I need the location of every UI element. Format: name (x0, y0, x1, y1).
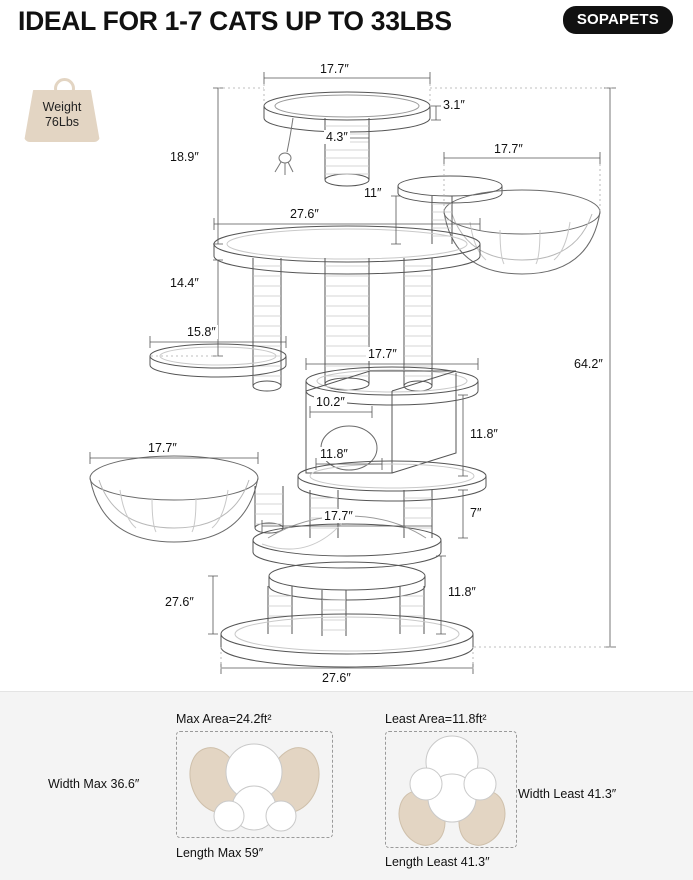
dim-post-segment-height: 11″ (364, 186, 382, 200)
least-length-label: Length Least 41.3″ (385, 855, 490, 869)
dim-total-height: 64.2″ (574, 357, 603, 371)
dim-side-shelf-width: 15.8″ (187, 325, 216, 339)
least-area-label: Least Area=11.8ft² (385, 712, 487, 726)
dim-condo-opening: 11.8″ (320, 447, 348, 461)
weight-tag-line2: 76Lbs (44, 115, 80, 129)
dim-lower-shelf-height: 7″ (470, 506, 482, 520)
dim-condo-width: 10.2″ (316, 395, 345, 409)
max-footprint-box (176, 731, 333, 838)
least-width-label: Width Least 41.3″ (518, 787, 617, 801)
dim-hammock-width: 17.7″ (494, 142, 523, 156)
dim-base-clearance-height: 27.6″ (165, 595, 194, 609)
dim-top-platform-width: 17.7″ (320, 62, 349, 76)
least-footprint-shapes (386, 732, 516, 847)
brand-badge: SOPAPETS (563, 6, 673, 34)
max-area-label: Max Area=24.2ft² (176, 712, 272, 726)
dim-large-platform-width: 27.6″ (290, 207, 319, 221)
max-width-label: Width Max 36.6″ (48, 777, 140, 791)
dim-base-post-height: 11.8″ (448, 585, 476, 599)
dim-top-platform-thickness: 3.1″ (443, 98, 465, 112)
dim-condo-height: 11.8″ (470, 427, 498, 441)
cat-tree-drawing (0, 46, 693, 691)
footprint-panel (0, 691, 693, 880)
page-title: IDEAL FOR 1-7 CATS UP TO 33LBS (18, 6, 452, 36)
weight-tag-line1: Weight (42, 100, 82, 114)
dim-mid-platform-width: 17.7″ (368, 347, 397, 361)
least-footprint-box (385, 731, 517, 848)
dim-upper-post-height: 14.4″ (170, 276, 199, 290)
max-length-label: Length Max 59″ (176, 846, 264, 860)
dim-top-section-height: 18.9″ (170, 150, 199, 164)
max-footprint-shapes (177, 732, 332, 837)
dim-top-post-diameter: 4.3″ (326, 130, 348, 144)
dim-bowl-platform-width: 17.7″ (324, 509, 353, 523)
header (0, 0, 693, 46)
dim-basket-width: 17.7″ (148, 441, 177, 455)
dim-base-width: 27.6″ (322, 671, 351, 685)
